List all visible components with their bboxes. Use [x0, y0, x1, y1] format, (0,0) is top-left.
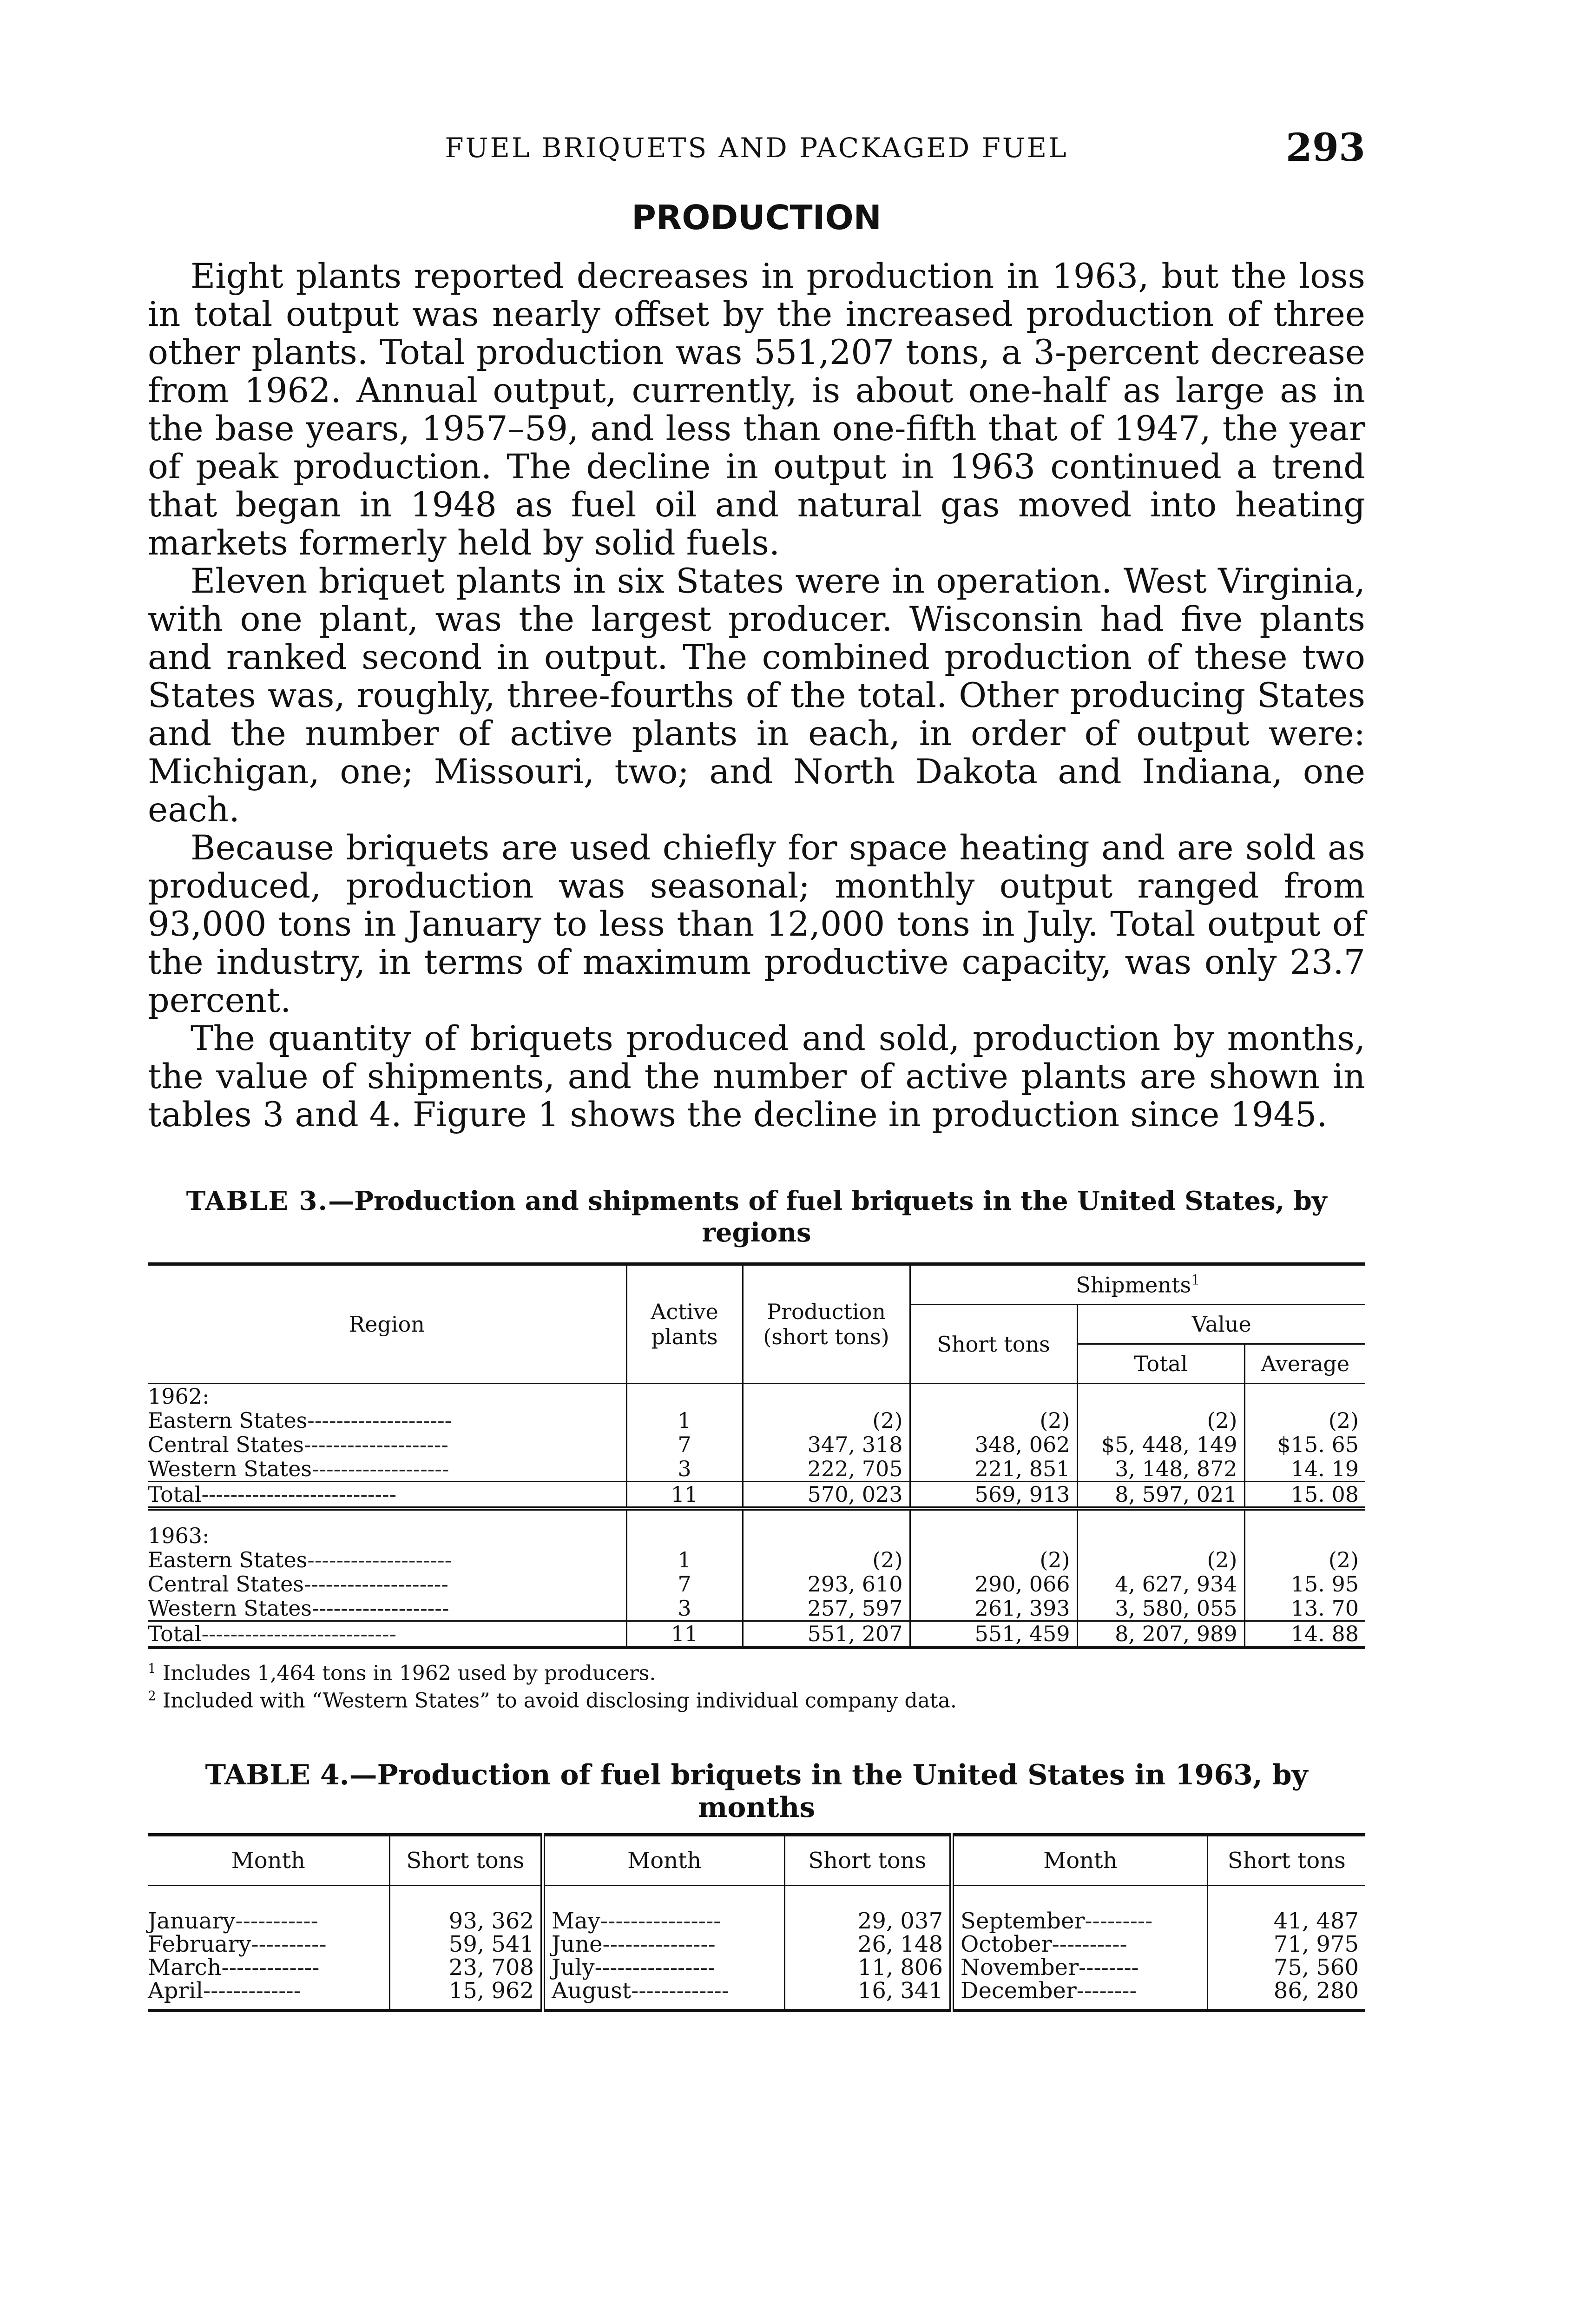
header-short-tons: Short tons: [784, 1835, 952, 1885]
paragraph-4: The quantity of briquets produced and sold, production by months, the value of shipments, and the number of active plants are shown in tables 3 and 4. Figure 1 shows the decline in production since 1945.: [148, 1019, 1365, 1135]
paragraph-2: Eleven briquet plants in six States were in operation. West Virginia, with one plant, was the largest producer. Wisconsin had five plants and ranked second in output. The combined production of these two States was, roughly, three-fourths of the total. Other producing States and the number of active plants in each, in order of output were: Michigan, one; Missouri, two; and North Dakota and Indiana, one each.: [148, 561, 1365, 830]
table-row: Western States------------------- 3 222, 705 221, 851 3, 148, 872 14. 19: [148, 1457, 1365, 1482]
header-month: Month: [148, 1835, 389, 1885]
month-name: April: [148, 1977, 204, 2004]
month-name: February: [148, 1931, 251, 1957]
page: [148, 125, 1365, 2012]
footnote-1: $^1$ Includes 1,464 tons in 1962 used by producers.: [148, 1661, 656, 1685]
table-row: Eastern States-------------------- 1 (2) (2) (2) (2): [148, 1408, 1365, 1433]
table4-title: —Production of fuel briquets in the United States in 1963, by months: [349, 1758, 1308, 1824]
header-month: Month: [952, 1835, 1207, 1885]
region-name: Central States: [148, 1571, 304, 1597]
month-name: January: [148, 1908, 236, 1934]
month-name: December: [961, 1977, 1077, 2004]
footnote-2: $^2$ Included with “Western States” to avoid disclosing individual company data.: [148, 1688, 957, 1713]
month-name: May: [552, 1908, 600, 1934]
header-short-tons: Short tons: [910, 1305, 1077, 1384]
table-row-total: Total--------------------------- 11 551, 207 551, 459 8, 207, 989 14. 88: [148, 1621, 1365, 1648]
month-name: November: [961, 1954, 1079, 1981]
total-label: Total: [148, 1621, 202, 1647]
table-row: Central States-------------------- 7 293, 610 290, 066 4, 627, 934 15. 95: [148, 1572, 1365, 1596]
running-head: FUEL BRIQUETS AND PACKAGED FUEL: [445, 132, 1068, 164]
table-row: Central States-------------------- 7 347, 318 348, 062 $5, 448, 149 $15. 65: [148, 1433, 1365, 1457]
region-name: Western States: [148, 1596, 312, 1621]
table3-title: —Production and shipments of fuel briquets in the United States, by regions: [328, 1186, 1327, 1248]
month-name: August: [552, 1977, 632, 2004]
paragraph-1: Eight plants reported decreases in production in 1963, but the loss in total output was nearly offset by the increased production of three other plants. Total production was 551,207 tons, a 3-percent decrease from 1962. Annual output, currently, is about one-half as large as in the base years, 1957–59, and less than one-fifth that of 1947, the year of peak production. The decline in output in 1963 continued a trend that began in 1948 as fuel oil and natural gas moved into heating markets formerly held by solid fuels.: [148, 257, 1365, 563]
month-name: July: [552, 1954, 595, 1981]
region-name: Western States: [148, 1456, 312, 1482]
month-name: June: [552, 1931, 603, 1957]
table4-caption: [148, 1759, 1365, 1824]
page-number: 293: [1285, 125, 1365, 170]
year-label: 1962:: [148, 1384, 210, 1409]
table3: [148, 1262, 1365, 1649]
table3-label: TABLE 3.: [186, 1186, 328, 1216]
year-label: 1963:: [148, 1523, 210, 1549]
table4-label: TABLE 4.: [205, 1758, 349, 1791]
header-region: Region: [148, 1264, 626, 1384]
paragraph-3: Because briquets are used chiefly for space heating and are sold as produced, production was seasonal; monthly output ranged from 93,000 tons in January to less than 12,000 tons in July. Total output of the industry, in terms of maximum productive capacity, was only 23.7 percent.: [148, 828, 1365, 1020]
table-row: February---------- 59, 541 June--------------- 26, 148 October---------- 71, 975: [148, 1933, 1365, 1956]
header-average: Average: [1244, 1344, 1365, 1384]
section-title: PRODUCTION: [632, 198, 882, 237]
region-name: Eastern States: [148, 1547, 308, 1573]
region-name: Central States: [148, 1432, 304, 1458]
table-row: [148, 1384, 1365, 1409]
table-row: [148, 1519, 1365, 1548]
header-shipments: Shipments$^1$: [910, 1264, 1365, 1305]
table-divider: [148, 1509, 1365, 1519]
table-row: January----------- 93, 362 May---------------- 29, 037 September--------- 41, 487: [148, 1885, 1365, 1933]
table-row: March------------- 23, 708 July---------------- 11, 806 November-------- 75, 560: [148, 1956, 1365, 1979]
table3-caption: [148, 1185, 1365, 1248]
month-name: March: [148, 1954, 222, 1981]
month-name: September: [961, 1908, 1085, 1934]
table-row: Western States------------------- 3 257, 597 261, 393 3, 580, 055 13. 70: [148, 1596, 1365, 1621]
header-active-plants: Active plants: [626, 1264, 743, 1384]
page-header: [148, 125, 1365, 177]
table-row-total: Total--------------------------- 11 570, 023 569, 913 8, 597, 021 15. 08: [148, 1482, 1365, 1509]
header-short-tons: Short tons: [1207, 1835, 1365, 1885]
header-total: Total: [1077, 1344, 1244, 1384]
header-value: Value: [1077, 1305, 1365, 1344]
table-row: April------------- 15, 962 August------------- 16, 341 December-------- 86, 280: [148, 1979, 1365, 2011]
header-production: Production (short tons): [743, 1264, 910, 1384]
table4: [148, 1833, 1365, 2012]
table3-footnotes: [148, 1657, 1365, 1712]
total-label: Total: [148, 1482, 202, 1507]
header-short-tons: Short tons: [389, 1835, 543, 1885]
region-name: Eastern States: [148, 1408, 308, 1433]
header-month: Month: [543, 1835, 784, 1885]
table-row: Eastern States-------------------- 1 (2) (2) (2) (2): [148, 1548, 1365, 1572]
month-name: October: [961, 1931, 1052, 1957]
